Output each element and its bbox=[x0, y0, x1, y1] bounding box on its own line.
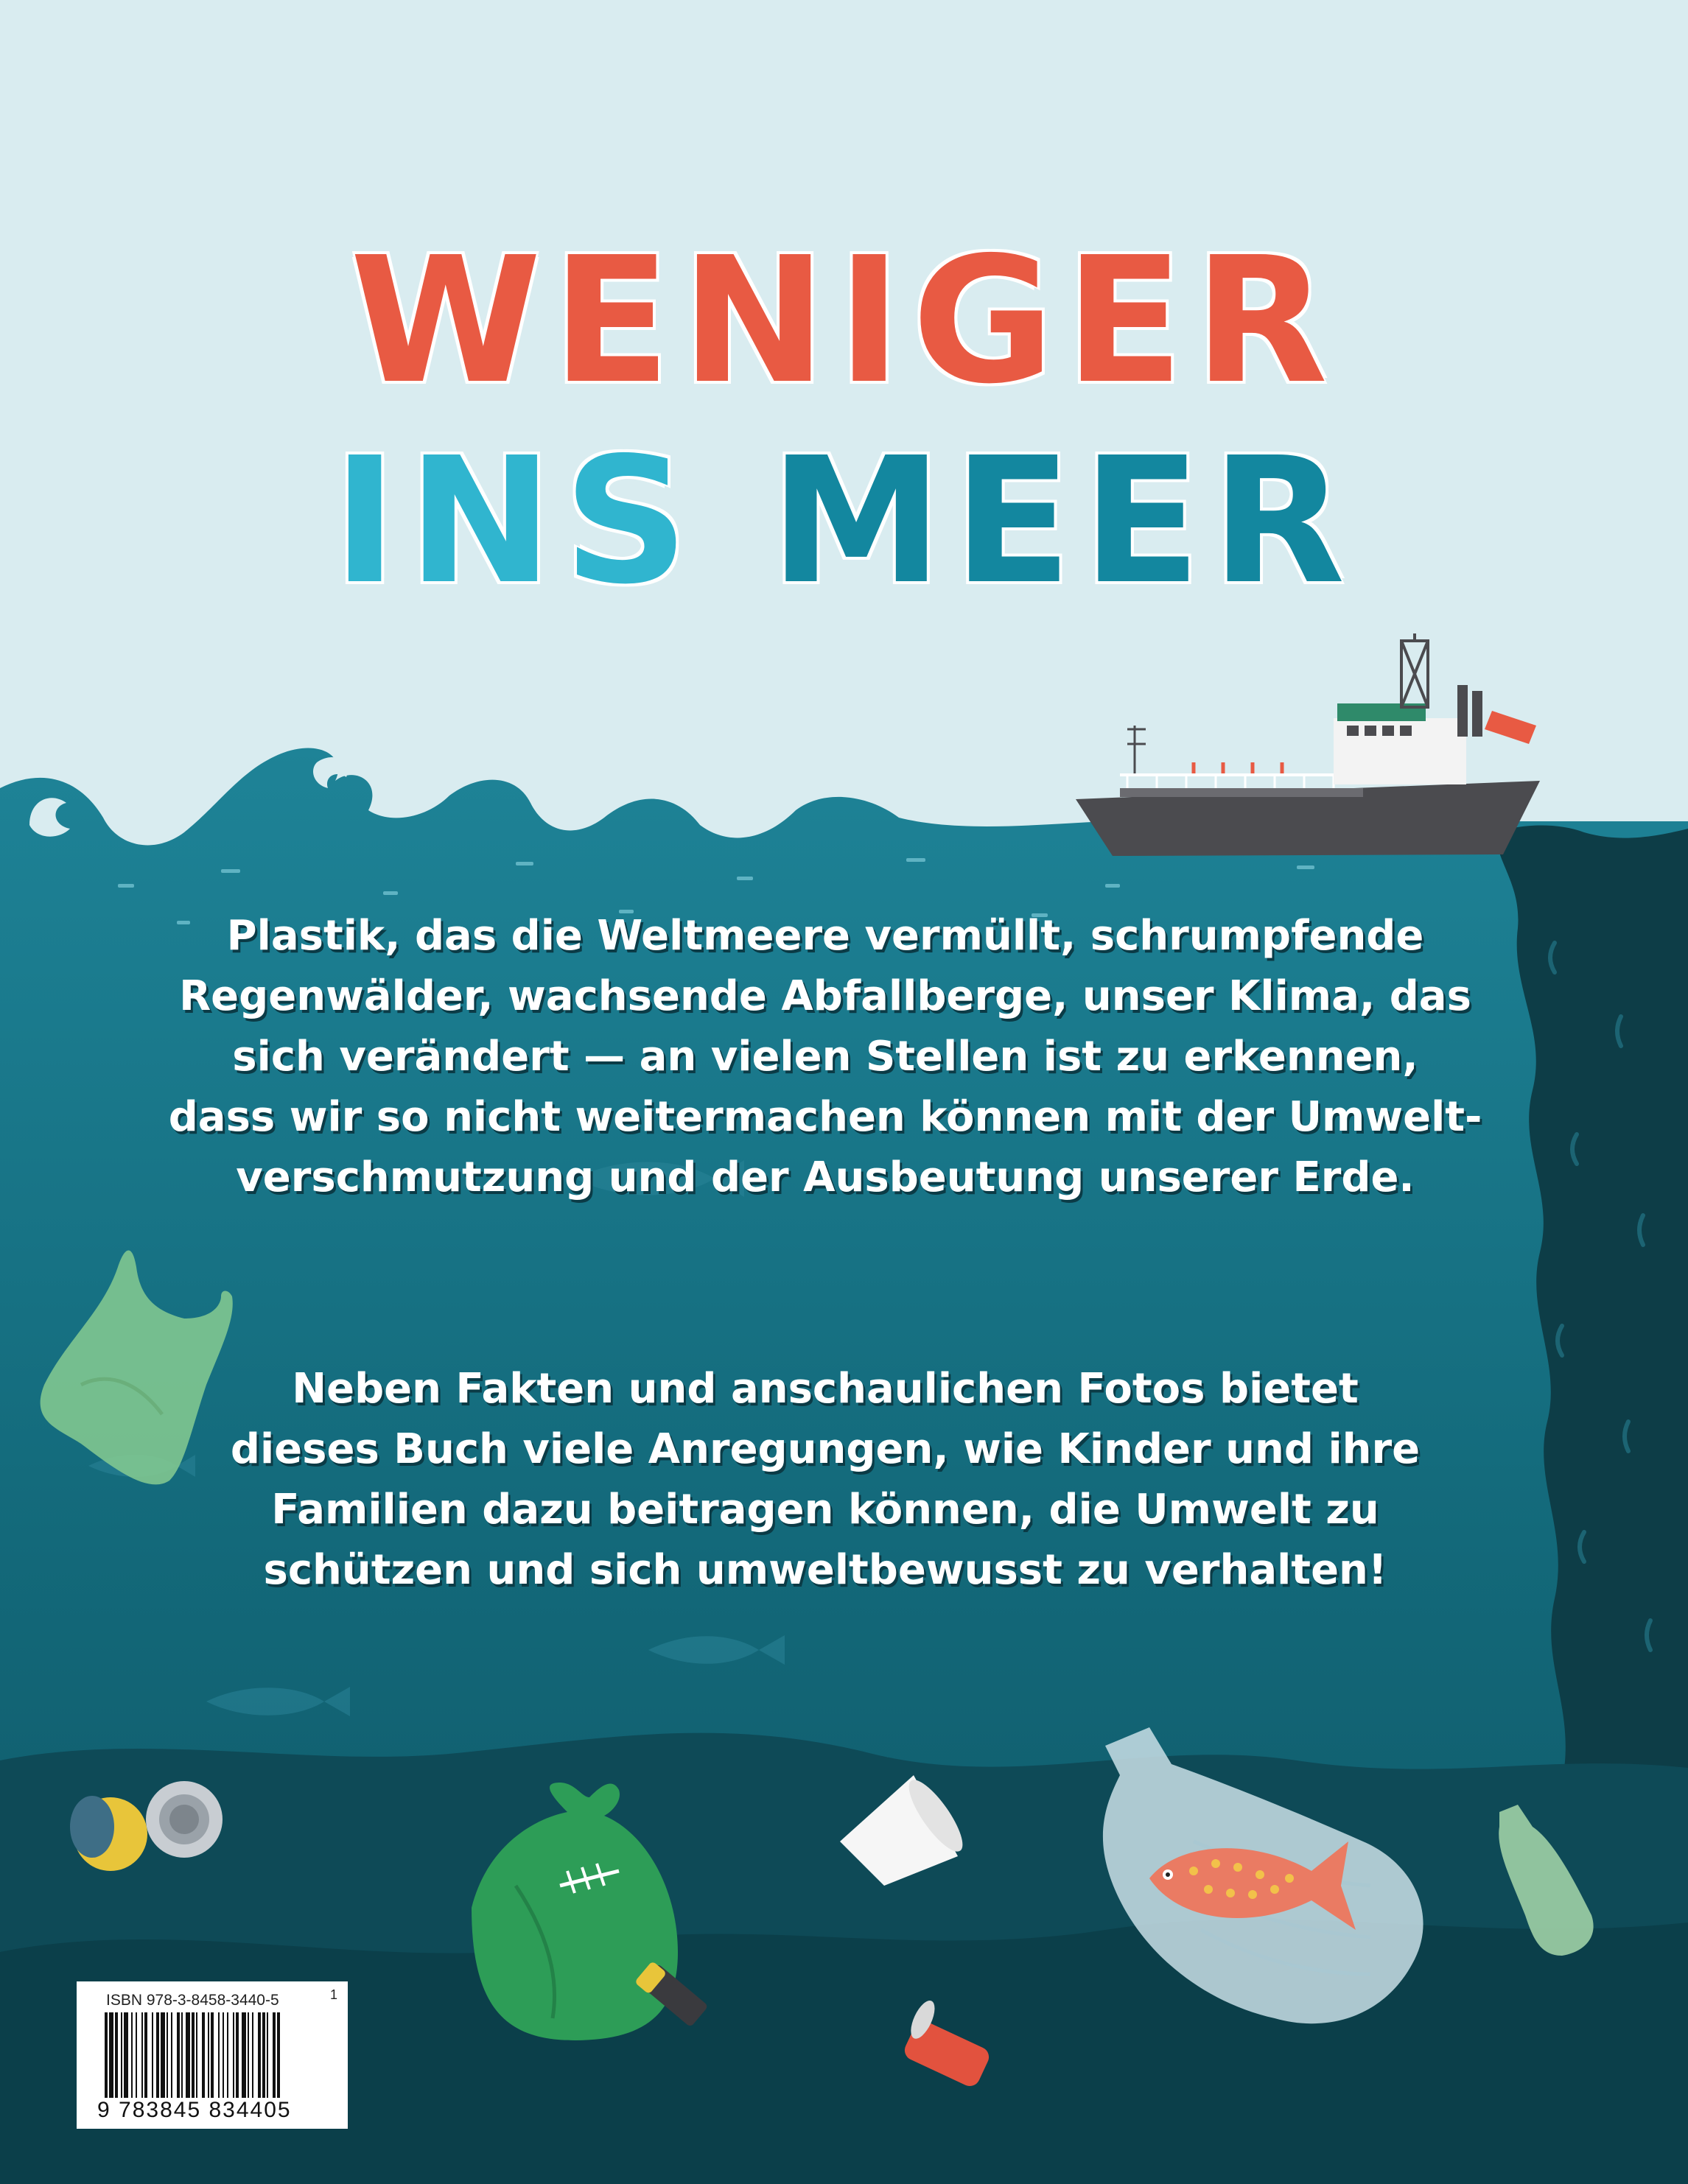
blurb-line: Plastik, das die Weltmeere vermüllt, schrumpfende bbox=[226, 912, 1424, 960]
barcode-bar bbox=[121, 2012, 122, 2098]
barcode-bar bbox=[177, 2012, 180, 2098]
barcode-bar bbox=[277, 2012, 280, 2098]
title-word-ins: INS bbox=[332, 420, 699, 622]
barcode-bar bbox=[171, 2012, 172, 2098]
barcode-bar bbox=[124, 2012, 128, 2098]
barcode-bar bbox=[131, 2012, 133, 2098]
barcode-bar bbox=[144, 2012, 147, 2098]
blurb-line: Neben Fakten und anschaulichen Fotos bietet bbox=[292, 1365, 1359, 1413]
barcode-bar bbox=[273, 2012, 276, 2098]
barcode-bars bbox=[105, 2012, 326, 2098]
blurb-line: sich verändert — an vielen Stellen ist zu erkennen, bbox=[232, 1033, 1418, 1081]
isbn-barcode bbox=[77, 1981, 348, 2129]
barcode-bar bbox=[105, 2012, 108, 2098]
barcode-bar bbox=[208, 2012, 209, 2098]
barcode-bar bbox=[211, 2012, 214, 2098]
barcode-bar bbox=[242, 2012, 246, 2098]
title-word-meer: MEER bbox=[769, 420, 1356, 622]
barcode-bar bbox=[115, 2012, 118, 2098]
title-line-1: WENIGER bbox=[349, 220, 1339, 422]
barcode-bar bbox=[258, 2012, 261, 2098]
barcode-bar bbox=[248, 2012, 249, 2098]
barcode-bar bbox=[227, 2012, 228, 2098]
blurb-paragraph-2 bbox=[133, 1359, 1518, 1601]
barcode-bar bbox=[202, 2012, 205, 2098]
barcode-bar bbox=[141, 2012, 143, 2098]
title-line-2 bbox=[0, 420, 1688, 622]
barcode-bar bbox=[167, 2012, 168, 2098]
blurb-line: dass wir so nicht weitermachen können mit der Umwelt- bbox=[168, 1093, 1482, 1141]
isbn-mark: 1 bbox=[329, 1987, 337, 2002]
barcode-bar bbox=[109, 2012, 113, 2098]
barcode-bar bbox=[233, 2012, 234, 2098]
barcode-bar bbox=[196, 2012, 197, 2098]
isbn-label: ISBN 978-3-8458-3440-5 bbox=[106, 1992, 279, 2009]
barcode-bar bbox=[192, 2012, 195, 2098]
barcode-bar bbox=[262, 2012, 265, 2098]
blurb-line: Familien dazu beitragen können, die Umwelt zu bbox=[271, 1486, 1379, 1534]
barcode-bar bbox=[181, 2012, 183, 2098]
barcode-bar bbox=[156, 2012, 159, 2098]
blurb-line: verschmutzung und der Ausbeutung unserer Erde. bbox=[236, 1154, 1415, 1201]
barcode-bar bbox=[267, 2012, 268, 2098]
ean-digits: 9 783845 834405 bbox=[97, 2098, 292, 2122]
barcode-bar bbox=[161, 2012, 165, 2098]
barcode-bar bbox=[223, 2012, 224, 2098]
blurb-line: Regenwälder, wachsende Abfallberge, unser Klima, das bbox=[179, 972, 1471, 1020]
blurb-paragraph-1 bbox=[133, 906, 1518, 1208]
barcode-bar bbox=[186, 2012, 190, 2098]
barcode-bar bbox=[152, 2012, 153, 2098]
barcode-bar bbox=[252, 2012, 253, 2098]
blurb-line: schützen und sich umweltbewusst zu verhalten! bbox=[263, 1546, 1387, 1594]
barcode-bar bbox=[136, 2012, 137, 2098]
barcode-bar bbox=[218, 2012, 220, 2098]
blurb-line: dieses Buch viele Anregungen, wie Kinder und ihre bbox=[230, 1425, 1421, 1473]
barcode-bar bbox=[236, 2012, 239, 2098]
